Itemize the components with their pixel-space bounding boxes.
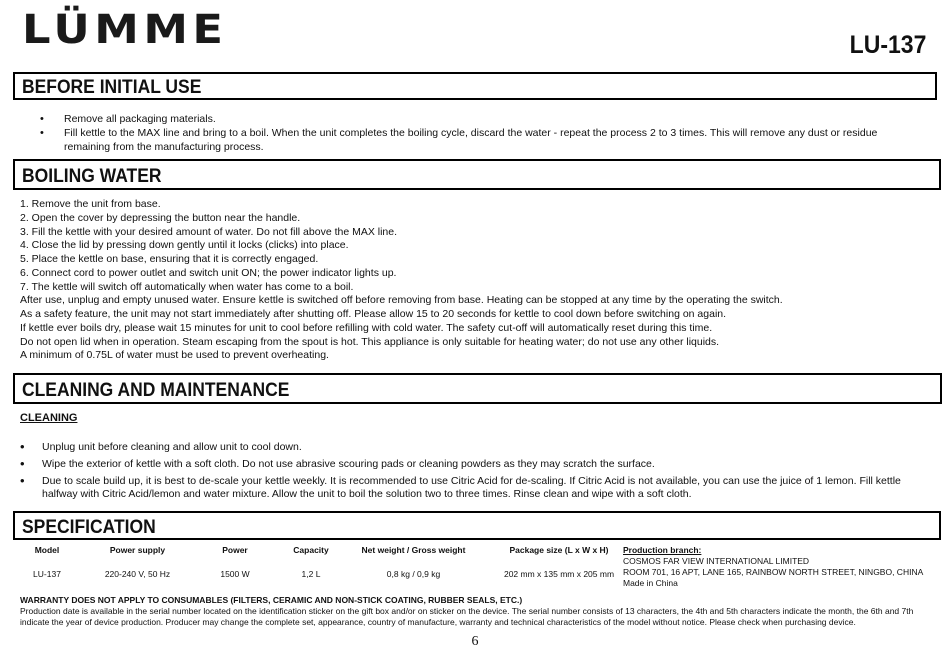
page-number: 6 xyxy=(471,634,479,649)
text-line: A minimum of 0.75L of water must be used to prevent overheating. xyxy=(20,349,329,362)
text-line: After use, unplug and empty unused water. Ensure kettle is switched off before removing from base. Heating can be stopped at any time by the operating the switch. xyxy=(20,294,783,307)
spec-header-row xyxy=(14,545,638,567)
section-header-before-initial-use xyxy=(13,72,937,100)
text-line: 1. Remove the unit from base. xyxy=(20,198,161,210)
spec-col-power-supply: Power supply xyxy=(109,545,166,555)
list-item: • Remove all packaging materials. xyxy=(40,112,920,126)
text-line: 3. Fill the kettle with your desired amount of water. Do not fill above the MAX line. xyxy=(20,225,398,238)
spec-table xyxy=(14,545,638,581)
section-title: CLEANING AND MAINTENANCE xyxy=(22,380,290,401)
list-item: • Due to scale build up, it is best to de-scale your kettle weekly. It is recommended to use Citric Acid for de-scaling. If Citric Acid is not available, you can use the juice of 1 lemon. Fill kettle halfway with Citric Acid/lemon and water mixture. Allow the unit to boil the solution two to three times. Rinse clean and wipe with a soft cloth. xyxy=(20,475,920,503)
production-branch-title: Production branch: xyxy=(623,545,702,555)
warranty-notice: WARRANTY DOES NOT APPLY TO CONSUMABLES (FILTERS, CERAMIC AND NON-STICK COATING, RUBBER SEALS, ETC.) xyxy=(20,595,523,605)
spec-col-model: Model xyxy=(34,545,60,555)
boiling-water-text xyxy=(20,198,930,363)
spec-col-weight: Net weight / Gross weight xyxy=(361,545,466,555)
text-line: 4. Close the lid by pressing down gently until it locks (clicks) into place. xyxy=(20,239,349,252)
spec-col-package-size: Package size (L x W x H) xyxy=(509,545,609,555)
cleaning-subtitle: CLEANING xyxy=(20,412,78,424)
text-line: As a safety feature, the unit may not start immediately after shutting off. Please allow 15 to 20 seconds for kettle to cool down before switching on again. xyxy=(20,308,727,320)
before-use-list xyxy=(40,112,920,154)
section-header-cleaning-maintenance xyxy=(13,373,942,404)
list-item: • Wipe the exterior of kettle with a soft cloth. Do not use abrasive scouring pads or cleaning powders as they may scratch the surface. xyxy=(20,458,920,472)
section-header-boiling-water xyxy=(13,159,941,190)
production-footnote: Production date is available in the serial number located on the identification sticker on the gift box and/or on sticker on the device. The serial number consists of 13 characters, the 4th and 5th characters indicate the month, the 6th and 7th indicate the year of device production. Producer may change the complete set, appearance, country of manufacture, warranty and technical characteristics of the model without notice. Please check when purchasing device. xyxy=(20,606,914,627)
spec-power-value: 1500 W xyxy=(220,569,250,579)
table-row xyxy=(14,567,638,581)
section-header-specification xyxy=(13,511,941,540)
spec-weight-value: 0,8 kg / 0,9 kg xyxy=(386,569,441,579)
spec-power-supply-value: 220-240 V, 50 Hz xyxy=(104,569,171,579)
section-title: SPECIFICATION xyxy=(22,517,156,538)
list-item: • Fill kettle to the MAX line and bring to a boil. When the unit completes the boiling cycle, discard the water - repeat the process 2 to 3 times. This will remove any dust or residue remaining from the manufacturing process. xyxy=(40,126,920,154)
production-branch-line: ROOM 701, 16 APT, LANE 165, RAINBOW NORTH STREET, NINGBO, CHINA xyxy=(623,567,924,577)
text-line: 6. Connect cord to power outlet and switch unit ON; the power indicator lights up. xyxy=(20,266,397,279)
spec-col-power: Power xyxy=(222,545,248,555)
spec-capacity-value: 1,2 L xyxy=(301,569,321,579)
text-line: 7. The kettle will switch off automatically when water has come to a boil. xyxy=(20,280,354,293)
list-item: • Unplug unit before cleaning and allow unit to cool down. xyxy=(20,441,920,455)
production-branch xyxy=(623,545,923,589)
text-line: If kettle ever boils dry, please wait 15 minutes for unit to cool before refilling with cold water. The safety cut-off will automatically reset during this time. xyxy=(20,321,713,334)
model-number: LU-137 xyxy=(849,31,926,59)
section-title: BOILING WATER xyxy=(22,166,162,187)
spec-col-capacity: Capacity xyxy=(293,545,329,555)
section-title: BEFORE INITIAL USE xyxy=(22,77,202,98)
text-line: 5. Place the kettle on base, ensuring that it is correctly engaged. xyxy=(20,253,319,265)
spec-package-size-value: 202 mm x 135 mm x 205 mm xyxy=(503,569,615,579)
text-line: Do not open lid when in operation. Steam escaping from the spout is hot. This appliance is only suitable for heating water; do not use any other liquids. xyxy=(20,335,720,348)
cleaning-list xyxy=(20,441,920,505)
production-branch-line: Made in China xyxy=(623,578,678,588)
production-branch-line: COSMOS FAR VIEW INTERNATIONAL LIMITED xyxy=(623,556,810,566)
brand-logo: LÜMME xyxy=(22,7,228,53)
text-line: 2. Open the cover by depressing the button near the handle. xyxy=(20,211,301,224)
spec-model-value: LU-137 xyxy=(33,569,61,579)
